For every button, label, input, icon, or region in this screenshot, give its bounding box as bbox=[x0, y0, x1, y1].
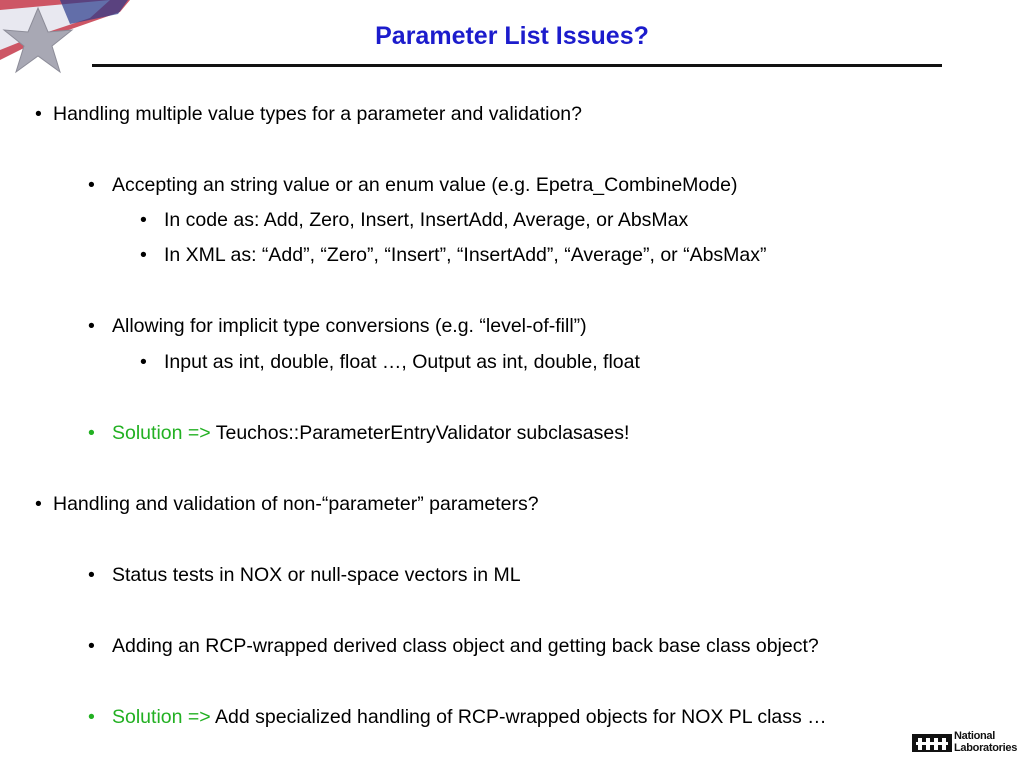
bullet-item: • Input as int, double, float …, Output as int, double, float bbox=[140, 351, 640, 373]
bullet-item: • Accepting an string value or an enum value (e.g. Epetra_CombineMode) bbox=[88, 174, 738, 196]
bullet-dot-icon: • bbox=[88, 422, 95, 444]
bullet-item: • In XML as: “Add”, “Zero”, “Insert”, “InsertAdd”, “Average”, or “AbsMax” bbox=[140, 244, 767, 266]
bullet-item: • Handling and validation of non-“parameter” parameters? bbox=[35, 493, 539, 515]
bullet-dot-icon: • bbox=[88, 315, 95, 337]
bullet-item: • In code as: Add, Zero, Insert, InsertAdd, Average, or AbsMax bbox=[140, 209, 689, 231]
bullet-dot-icon: • bbox=[35, 493, 42, 515]
title-divider bbox=[92, 64, 942, 67]
bullet-dot-icon: • bbox=[140, 209, 147, 231]
bullet-item-solution: • Solution => Teuchos::ParameterEntryValidator subclasases! bbox=[88, 422, 630, 444]
bullet-item-solution: • Solution => Add specialized handling of RCP-wrapped objects for NOX PL class … bbox=[88, 706, 827, 728]
bullet-dot-icon: • bbox=[88, 174, 95, 196]
bullet-dot-icon: • bbox=[140, 244, 147, 266]
bullet-item: • Handling multiple value types for a parameter and validation? bbox=[35, 103, 582, 125]
sandia-thunderbird-icon bbox=[912, 730, 952, 756]
sandia-logo bbox=[912, 730, 1018, 760]
bullet-dot-icon: • bbox=[88, 635, 95, 657]
bullet-item: • Status tests in NOX or null-space vectors in ML bbox=[88, 564, 521, 586]
bullet-dot-icon: • bbox=[88, 564, 95, 586]
solution-label: Solution => bbox=[112, 706, 211, 728]
bullet-dot-icon: • bbox=[35, 103, 42, 125]
sandia-wordmark: National Laboratories bbox=[954, 730, 1018, 754]
bullet-dot-icon: • bbox=[140, 351, 147, 373]
slide-title: Parameter List Issues? bbox=[375, 22, 649, 50]
bullet-dot-icon: • bbox=[88, 706, 95, 728]
solution-label: Solution => bbox=[112, 422, 211, 444]
bullet-item: • Adding an RCP-wrapped derived class object and getting back base class object? bbox=[88, 635, 819, 657]
bullet-item: • Allowing for implicit type conversions (e.g. “level-of-fill”) bbox=[88, 315, 587, 337]
